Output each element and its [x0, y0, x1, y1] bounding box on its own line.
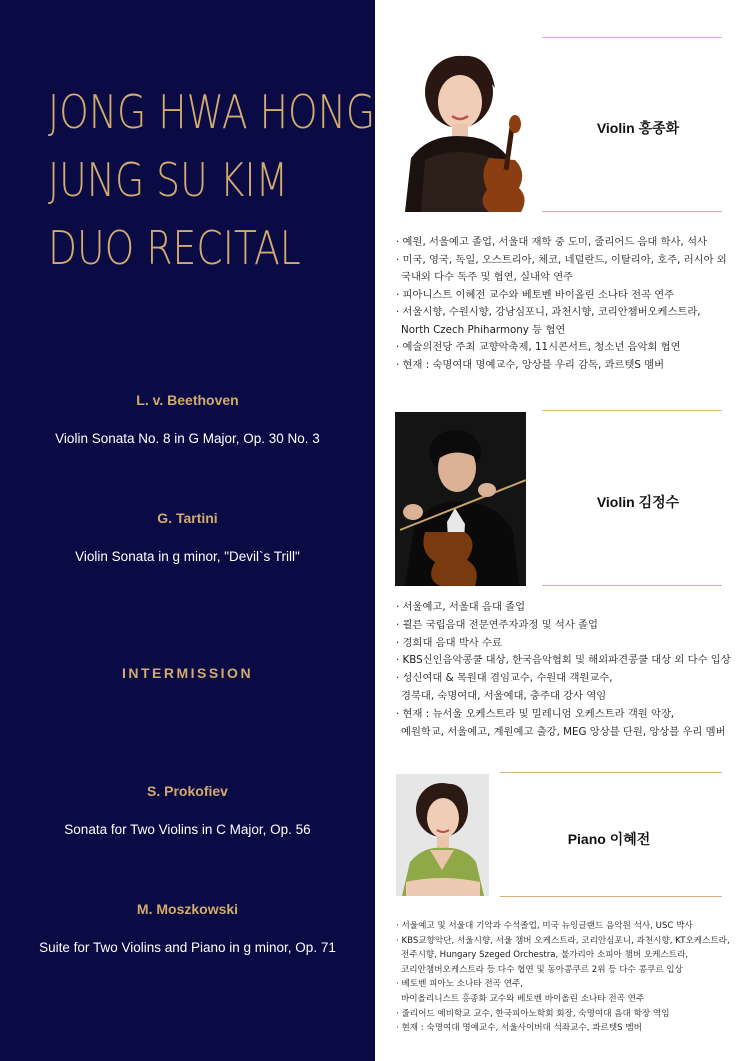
bio-line: · 경희대 음대 박사 수료: [396, 636, 502, 649]
performer-photo-violinist-1: [397, 40, 527, 212]
bio-line: · 줄리어드 예비학교 교수, 한국피아노학회 회장, 숙명여대 음대 학장 역임: [396, 1008, 670, 1019]
performer-bio: [396, 919, 741, 1036]
bio-line: · 서울예고, 서울대 음대 졸업: [396, 601, 526, 613]
bio-line: · 현재 : 숙명여대 명예교수, 서울사이버대 석좌교수, 콰르텟S 멤버: [396, 1023, 642, 1034]
bio-line: · KBS신인음악콩쿨 대상, 한국음악협회 및 해외파견콩쿨 대상 외 다수 입상: [396, 654, 731, 667]
performer-name: Violin 홍종화: [596, 120, 680, 136]
bio-line: 코리안챔버오케스트라 등 다수 협연 및 동아콩쿠르 2위 등 다수 콩쿠르 입상: [401, 964, 683, 975]
program-composer: M. Moszkowski: [136, 901, 239, 917]
divider: [542, 211, 722, 212]
divider: [542, 410, 722, 411]
performer-name: Piano 이혜전: [567, 831, 651, 847]
bio-line: · 피아니스트 이혜전 교수와 베토벤 바이올린 소나타 전곡 연주: [396, 288, 675, 301]
bio-line: 경북대, 숙명여대, 서울예대, 충주대 강사 역임: [401, 689, 607, 702]
bio-line: · 서울시향, 수원시향, 강남심포니, 과천시향, 코리안챔버오케스트라,: [396, 306, 701, 318]
recital-title: [48, 78, 375, 282]
bio-line: · 베토벤 피아노 소나타 전곡 연주,: [396, 979, 524, 990]
title-line: JUNG SU KIM: [48, 153, 289, 207]
bio-line: · 예술의전당 주최 교향악축제, 11시콘서트, 청소년 음악회 협연: [396, 341, 681, 353]
program-work: Sonata for Two Violins in C Major, Op. 56: [64, 822, 311, 837]
bio-line: North Czech Phiharmony 등 협연: [401, 323, 566, 336]
intermission-label: INTERMISSION: [121, 665, 254, 681]
bio-line: · 쾰른 국립음대 전문연주자과정 및 석사 졸업: [396, 618, 598, 631]
bio-line: 국내외 다수 독주 및 협연, 실내악 연주: [401, 271, 574, 283]
bio-line: · 성신여대 & 목원대 겸임교수, 수원대 객원교수,: [396, 672, 613, 685]
divider: [500, 896, 722, 897]
program-work: Violin Sonata in g minor, "Devil`s Trill": [75, 549, 300, 564]
divider: [500, 772, 722, 773]
bio-line: 예원학교, 서울예고, 계원예고 출강, MEG 앙상블 단원, 앙상블 우리 멤버: [401, 725, 726, 738]
divider: [542, 585, 722, 586]
bio-line: · 현재 : 뉴서울 오케스트라 및 밀레니엄 오케스트라 객원 악장,: [396, 707, 675, 720]
performer-photo-pianist: [396, 774, 489, 896]
bio-line: 전주시향, Hungary Szeged Orchestra, 불가리아 소피아 챔버 오케스트라,: [401, 950, 689, 961]
performer-bio: [396, 234, 741, 374]
bio-line: · 예원, 서울예고 졸업, 서울대 재학 중 도미, 줄리어드 음대 학사, 석사: [396, 236, 707, 248]
performer-bio: [396, 599, 741, 741]
title-line: DUO RECITAL: [48, 221, 301, 275]
performer-photo-violinist-2: [395, 412, 526, 586]
title-line: JONG HWA HONG: [48, 85, 376, 139]
program-composer: G. Tartini: [157, 510, 218, 526]
program-work: Suite for Two Violins and Piano in g minor, Op. 71: [39, 940, 336, 955]
bio-line: · 서울예고 및 서울대 기악과 수석졸업, 미국 뉴잉글랜드 음악원 석사, USC 박사: [396, 921, 693, 931]
divider: [542, 37, 722, 38]
program-composer: L. v. Beethoven: [136, 392, 239, 408]
program-work: Violin Sonata No. 8 in G Major, Op. 30 No. 3: [55, 431, 320, 446]
performer-name: Violin 김정수: [596, 494, 680, 510]
bio-line: · 미국, 영국, 독일, 오스트리아, 체코, 네덜란드, 이탈리아, 호주, 러시아 외: [396, 253, 727, 266]
bio-line: · KBS교향악단, 서울시향, 서울 챔버 오케스트라, 코리안심포니, 과천시향, KT오케스트라,: [396, 935, 730, 946]
program-composer: S. Prokofiev: [147, 783, 228, 799]
bio-line: 바이올리니스트 홍종화 교수와 베토벤 바이올린 소나타 전곡 연주: [401, 993, 645, 1004]
bio-line: · 현재 : 숙명여대 명예교수, 앙상블 우리 감독, 콰르텟S 멤버: [396, 358, 665, 371]
